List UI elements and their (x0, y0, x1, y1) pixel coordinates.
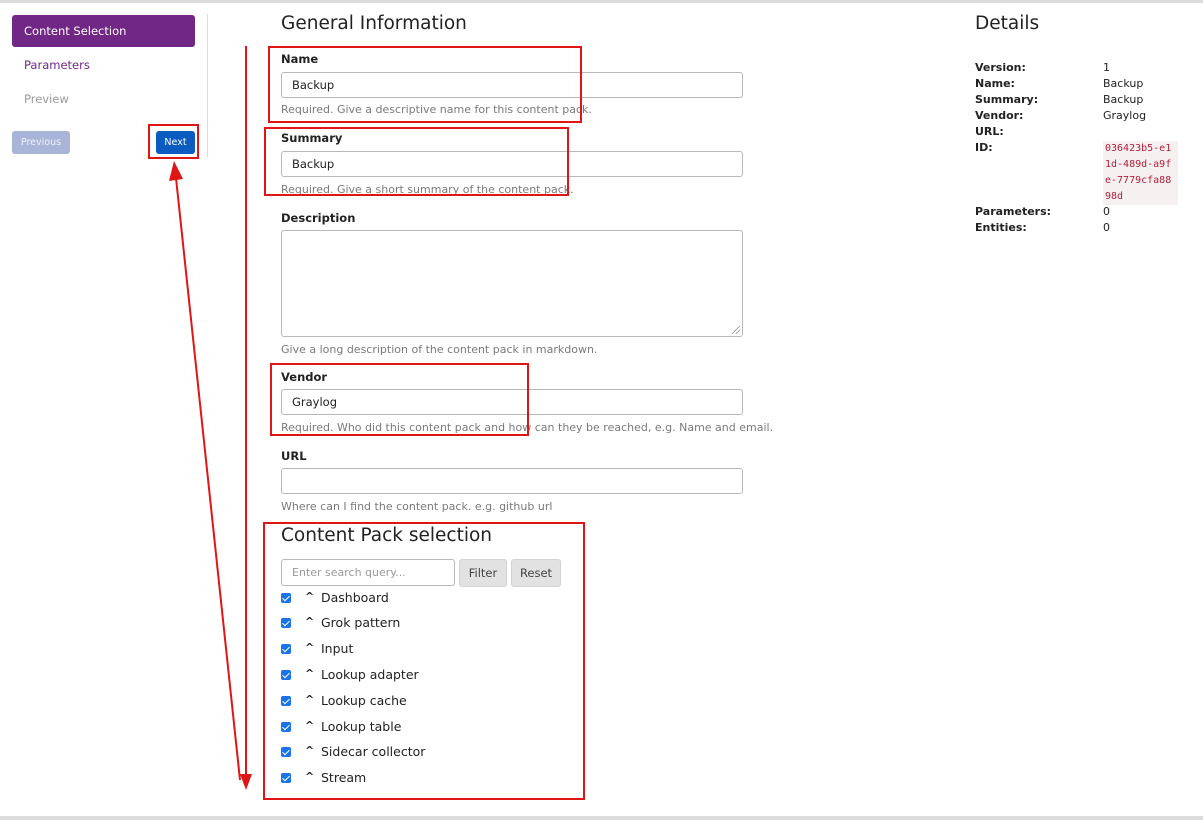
previous-button: Previous (12, 131, 70, 154)
step-parameters[interactable]: Parameters (24, 58, 90, 72)
chevron-up-icon[interactable]: ^ (305, 667, 315, 680)
details-key: Entities: (975, 221, 1027, 234)
list-item-label: Dashboard (321, 590, 389, 605)
details-value: 0 (1103, 221, 1110, 234)
details-value: Graylog (1103, 109, 1147, 122)
list-item-label: Lookup table (321, 719, 402, 734)
details-key: ID: (975, 141, 993, 154)
list-item-label: Grok pattern (321, 615, 401, 630)
name-help: Required. Give a descriptive name for this content pack. (281, 103, 592, 116)
summary-input[interactable]: Backup (281, 151, 743, 177)
general-information-title: General Information (281, 13, 467, 34)
vendor-input[interactable]: Graylog (281, 389, 743, 415)
arrow-up-head (169, 161, 183, 181)
chevron-up-icon[interactable]: ^ (305, 615, 315, 628)
content-pack-selection-title: Content Pack selection (281, 525, 493, 546)
chevron-up-icon[interactable]: ^ (305, 641, 315, 654)
search-input[interactable]: Enter search query... (281, 559, 455, 586)
list-item-label: Lookup adapter (321, 667, 419, 682)
arrow-up-line (176, 178, 240, 780)
details-key: URL: (975, 125, 1004, 138)
details-key: Version: (975, 61, 1026, 74)
list-item-label: Lookup cache (321, 693, 407, 708)
summary-help: Required. Give a short summary of the content pack. (281, 183, 574, 196)
url-label: URL (281, 449, 307, 463)
summary-label: Summary (281, 131, 343, 145)
details-value: 0 (1103, 205, 1110, 218)
chevron-up-icon[interactable]: ^ (305, 590, 315, 603)
details-value: 1 (1103, 61, 1110, 74)
list-item-label: Stream (321, 770, 367, 785)
details-title: Details (975, 13, 1040, 34)
details-key: Name: (975, 77, 1015, 90)
step-preview: Preview (24, 92, 69, 106)
list-item-label: Input (321, 641, 354, 656)
vendor-help: Required. Who did this content pack and how can they be reached, e.g. Name and email. (281, 421, 774, 434)
vendor-label: Vendor (281, 370, 328, 384)
description-label: Description (281, 211, 356, 225)
chevron-up-icon[interactable]: ^ (305, 719, 315, 732)
details-key: Vendor: (975, 109, 1024, 122)
details-value: Backup (1103, 93, 1144, 106)
chevron-up-icon[interactable]: ^ (305, 744, 315, 757)
content-pack-id: 036423b5-e11d-489d-a9fe-7779cfa8898d (1103, 141, 1178, 205)
description-help: Give a long description of the content pack in markdown. (281, 343, 598, 356)
chevron-up-icon[interactable]: ^ (305, 693, 315, 706)
details-key: Parameters: (975, 205, 1052, 218)
details-value: Backup (1103, 77, 1144, 90)
details-key: Summary: (975, 93, 1039, 106)
name-input[interactable]: Backup (281, 72, 743, 98)
step-content-selection[interactable]: Content Selection (12, 15, 195, 47)
arrow-down-head (240, 774, 252, 790)
reset-button[interactable]: Reset (511, 559, 561, 587)
url-help: Where can I find the content pack. e.g. github url (281, 500, 553, 513)
chevron-up-icon[interactable]: ^ (305, 770, 315, 783)
bottom-border (0, 816, 1203, 820)
next-button[interactable]: Next (156, 131, 195, 154)
name-label: Name (281, 52, 319, 66)
filter-button[interactable]: Filter (459, 559, 507, 587)
list-item-label: Sidecar collector (321, 744, 426, 759)
